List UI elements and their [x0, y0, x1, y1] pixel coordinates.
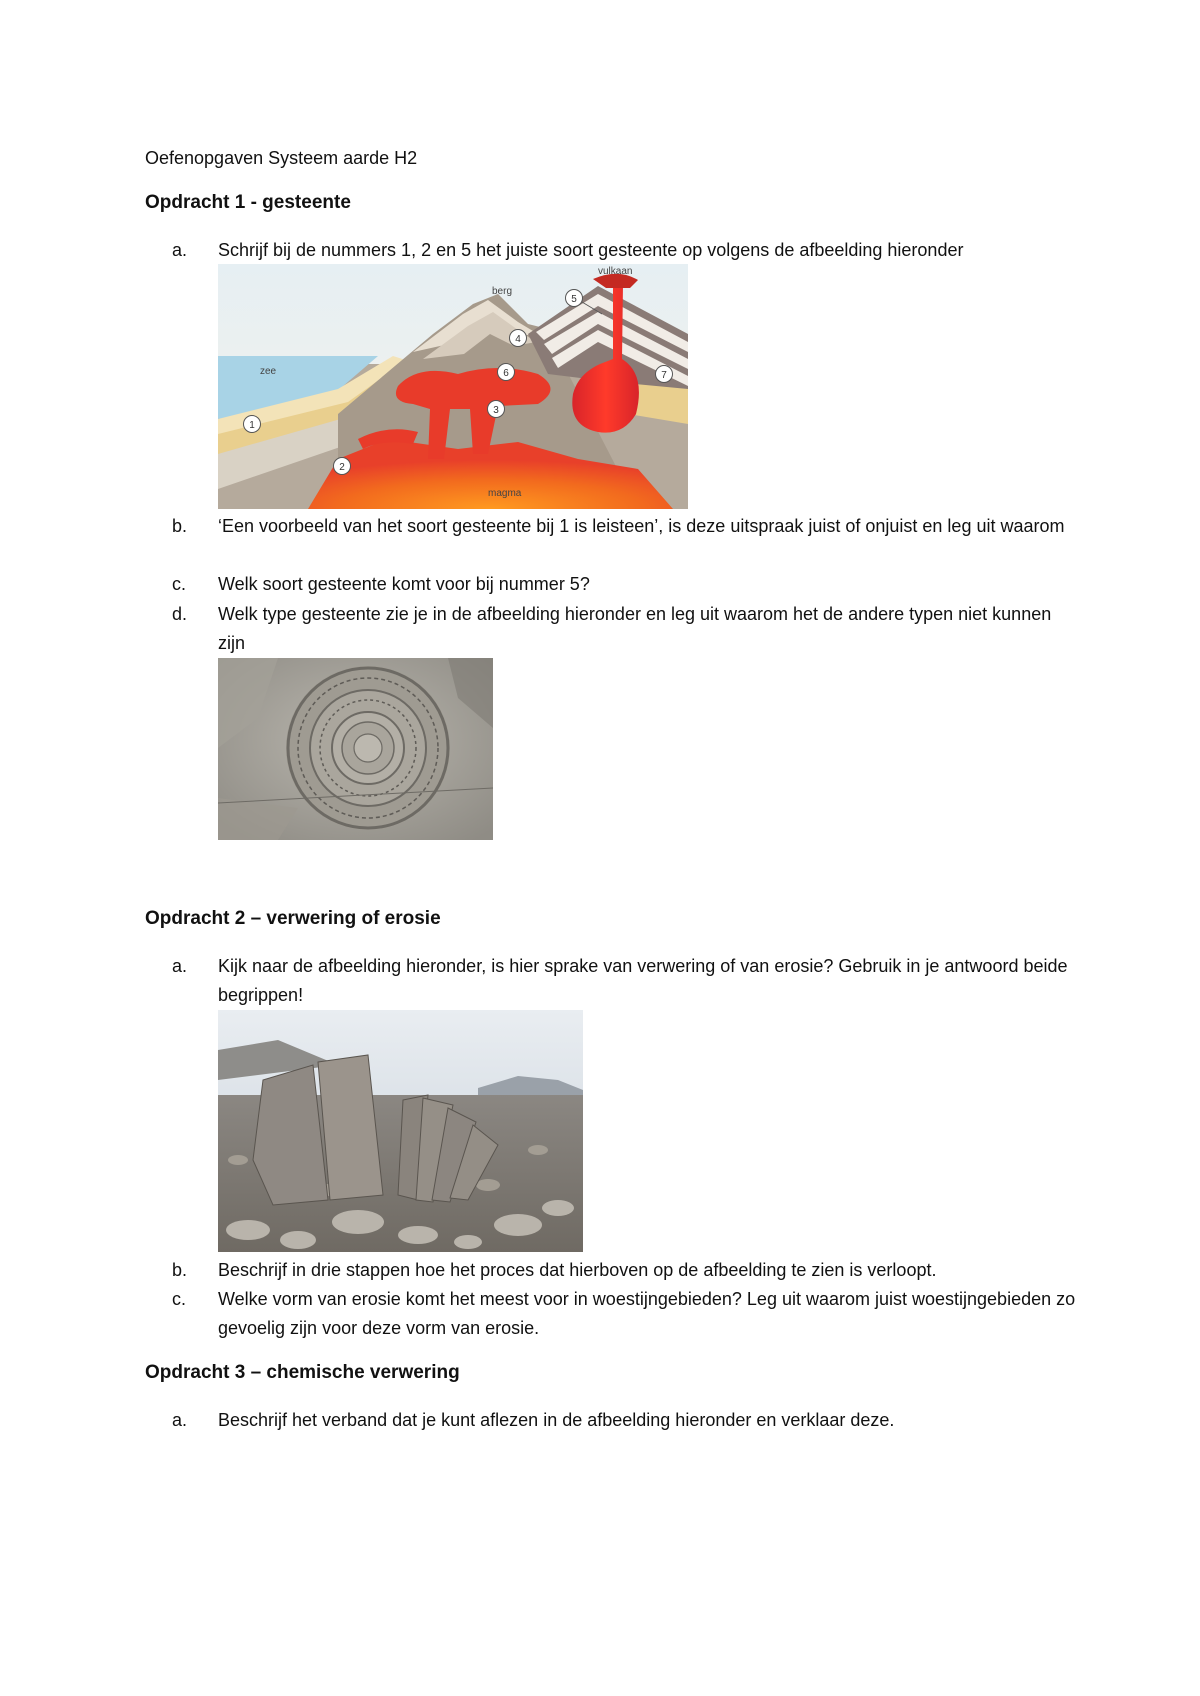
question-text: Welk type gesteente zie je in de afbeelding hieronder en leg uit waarom het de andere typen niet kunnen zijn: [218, 604, 1052, 653]
label-4: 4: [515, 334, 521, 345]
label-berg: berg: [492, 286, 513, 297]
question-label: a.: [172, 1410, 188, 1430]
question-label: c.: [172, 574, 187, 594]
heading-opdracht-2: Opdracht 2 – verwering of erosie: [145, 908, 441, 929]
question-text: Welk soort gesteente komt voor bij nummer 5?: [218, 574, 590, 594]
label-vulkaan: vulkaan: [598, 266, 633, 277]
heading-opdracht-3: Opdracht 3 – chemische verwering: [145, 1362, 460, 1383]
question-text: Kijk naar de afbeelding hieronder, is hier sprake van verwering of van erosie? Gebruik in je antwoord beide begrippen!: [218, 956, 1068, 1005]
label-5: 5: [571, 294, 577, 305]
question-text: Beschrijf in drie stappen hoe het proces dat hierboven op de afbeelding te zien is verloopt.: [218, 1260, 937, 1280]
heading-opdracht-1: Opdracht 1 - gesteente: [145, 192, 351, 213]
question-label: d.: [172, 604, 188, 624]
label-3: 3: [493, 405, 499, 416]
question-label: b.: [172, 516, 188, 536]
question-label: a.: [172, 956, 188, 976]
label-6: 6: [503, 368, 509, 379]
doc-title: Oefenopgaven Systeem aarde H2: [145, 148, 418, 168]
label-2: 2: [339, 462, 345, 473]
question-label: b.: [172, 1260, 188, 1280]
question-text: ‘Een voorbeeld van het soort gesteente bij 1 is leisteen’, is deze uitspraak juist of onjuist en leg uit waarom: [218, 516, 1065, 536]
rock-cycle-diagram: [218, 264, 688, 509]
label-zee: zee: [260, 366, 277, 377]
question-label: c.: [172, 1289, 187, 1309]
ammonite-fossil-photo: [218, 658, 493, 840]
label-7: 7: [661, 370, 667, 381]
question-label: a.: [172, 240, 188, 260]
question-text: Welke vorm van erosie komt het meest voor in woestijngebieden? Leg uit waarom juist woestijngebieden zo gevoelig zijn voor deze vorm van erosie.: [218, 1289, 1076, 1338]
weathered-rock-photo: [218, 1010, 583, 1252]
question-text: Beschrijf het verband dat je kunt aflezen in de afbeelding hieronder en verklaar deze.: [218, 1410, 895, 1430]
label-1: 1: [249, 420, 255, 431]
label-magma: magma: [488, 488, 522, 499]
question-text: Schrijf bij de nummers 1, 2 en 5 het juiste soort gesteente op volgens de afbeelding hieronder: [218, 240, 964, 260]
